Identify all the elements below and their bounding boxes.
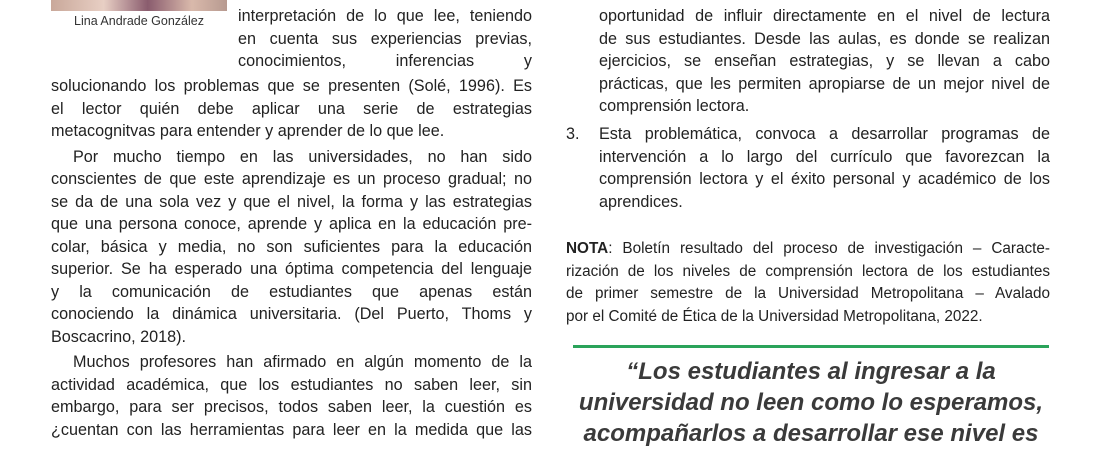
list-item-text xyxy=(599,5,1050,118)
text-line: Muchos profesores han afirmado en algún momento de la xyxy=(73,353,532,371)
text-line: Esta problemática, convoca a desarrollar programas de xyxy=(599,125,1050,143)
text-line: comprensión lectora y el éxito personal y académico de los xyxy=(599,170,1050,188)
list-item-text xyxy=(599,123,1050,213)
author-photo xyxy=(51,0,227,11)
text-line: colar, básica y media, no son suficientes para la educación xyxy=(51,237,532,256)
text-line: oportunidad de influir directamente en el nivel de lectura xyxy=(599,7,1050,25)
text-line: conocimientos, inferencias y xyxy=(238,52,532,70)
nota-line: por el Comité de Ética de la Universidad Metropolitana, 2022. xyxy=(566,307,983,325)
text-line: conociendo la dinámica universitaria. (Del Puerto, Thoms y xyxy=(51,305,532,323)
text-line: metacognitvas para entender y aprender de lo que lee. xyxy=(51,122,445,140)
pull-quote xyxy=(573,356,1049,449)
text-line: interpretación de lo que lee, teniendo xyxy=(238,7,532,25)
photo-caption: Lina Andrade González xyxy=(74,14,204,28)
text-line: superior. Se ha esperado una óptima competencia del lenguaje xyxy=(51,260,532,278)
text-line: ejercicios, se enseñan estrategias, y se llevan a cabo xyxy=(599,52,1050,70)
text-line: aprendices. xyxy=(599,192,683,211)
text-line: que una persona conoce, aprende y aplica en la educación pre- xyxy=(51,215,532,233)
text-line: Boscacrino, 2018). xyxy=(51,327,186,346)
nota-label: NOTA xyxy=(566,240,609,257)
left-column-body xyxy=(51,75,532,441)
text-line: actividad académica, que los estudiantes no saben leer, sin xyxy=(51,375,532,394)
nota-line: de primer semestre de la Universidad Metropolitana – Avalado xyxy=(566,285,1050,302)
text-line: prácticas, que les permiten apropiarse de un mejor nivel de xyxy=(599,74,1050,93)
text-line: se da de una sola vez y que el nivel, la forma y las estrategias xyxy=(51,192,532,211)
quote-line: “Los estudiantes al ingresar a la xyxy=(626,358,996,385)
list-item-number: 3. xyxy=(566,125,580,143)
text-line: el lector quién debe aplicar una serie de estrategias xyxy=(51,99,532,118)
text-line: conscientes de que este aprendizaje es un proceso gradual; no xyxy=(51,170,532,188)
nota-line: rización de los niveles de comprensión lectora de los estudiantes xyxy=(566,262,1050,280)
text-line: y la comunicación de estudiantes que apenas están xyxy=(51,282,532,301)
text-line: en cuenta sus experiencias previas, xyxy=(238,29,532,48)
nota-block xyxy=(566,238,1050,328)
text-line: comprensión lectora. xyxy=(599,97,750,115)
text-line: solucionando los problemas que se presenten (Solé, 1996). Es xyxy=(51,77,532,95)
wrap-text xyxy=(238,5,532,73)
text-line: intervención a lo largo del currículo que favorezcan la xyxy=(599,147,1050,166)
text-line: ¿cuentan con las herramientas para leer en la medida que las xyxy=(51,420,532,439)
nota-line: NOTA: Boletín resultado del proceso de investigación – Caracte- xyxy=(566,240,1050,257)
quote-line: acompañarlos a desarrollar ese nivel es xyxy=(583,420,1039,447)
quote-line: universidad no leen como lo esperamos, xyxy=(578,389,1044,416)
text-line: de sus estudiantes. Desde las aulas, es donde se realizan xyxy=(599,29,1050,48)
text-line: Por mucho tiempo en las universidades, no han sido xyxy=(73,147,532,166)
divider-rule xyxy=(573,345,1049,348)
text-line: embargo, para ser precisos, todos saben leer, la cuestión es xyxy=(51,398,532,416)
